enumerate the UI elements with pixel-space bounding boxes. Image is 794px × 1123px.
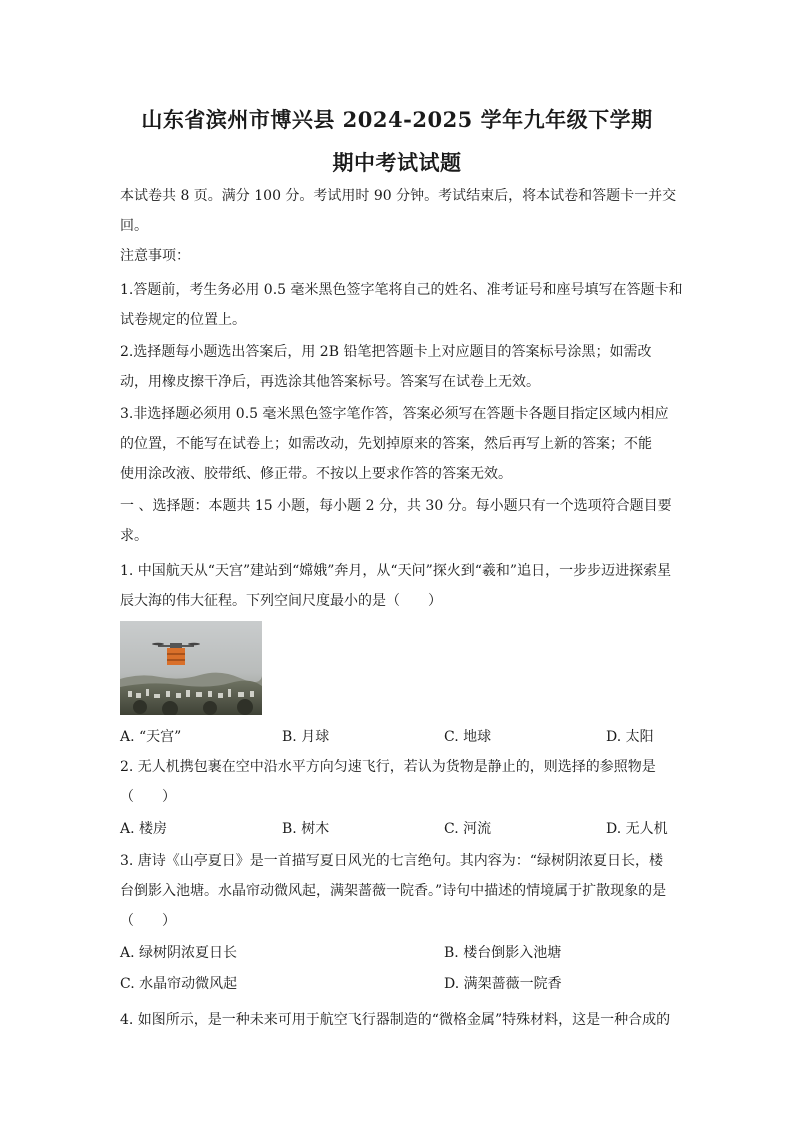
drone-photo: [120, 621, 262, 715]
question-1-stem: 辰大海的伟大征程。下列空间尺度最小的是（ ）: [120, 593, 442, 609]
question-2-stem: 2. 无人机携包裹在空中沿水平方向匀速飞行，若认为货物是静止的，则选择的参照物是: [120, 759, 656, 775]
question-1-stem: 1. 中国航天从“天宫”建站到“嫦娥”奔月，从“天问”探火到“羲和”追日，一步步迈进探索星: [120, 563, 672, 579]
section-heading: 求。: [120, 528, 148, 544]
question-3-stem: （ ）: [120, 913, 176, 929]
q3-option-d[interactable]: D. 满架蔷薇一院香: [444, 976, 562, 992]
q2-option-a[interactable]: A. 楼房: [120, 821, 168, 837]
q2-option-b[interactable]: B. 树木: [282, 821, 330, 837]
intro-text: 本试卷共 8 页。满分 100 分。考试用时 90 分钟。考试结束后，将本试卷和答题卡一并交: [120, 188, 677, 204]
note-item: 使用涂改液、胶带纸、修正带。不按以上要求作答的答案无效。: [120, 466, 512, 482]
note-item: 2.选择题每小题选出答案后，用 2B 铅笔把答题卡上对应题目的答案标号涂黑；如需改: [120, 344, 652, 360]
q1-option-b[interactable]: B. 月球: [282, 729, 330, 745]
q3-option-c[interactable]: C. 水晶帘动微风起: [120, 976, 238, 992]
question-3-stem: 3. 唐诗《山亭夏日》是一首描写夏日风光的七言绝句。其内容为：“绿树阴浓夏日长，楼: [120, 853, 663, 869]
q1-option-c[interactable]: C. 地球: [444, 729, 492, 745]
q3-option-b[interactable]: B. 楼台倒影入池塘: [444, 945, 562, 961]
q1-option-a[interactable]: A. “天宫”: [120, 729, 182, 745]
section-heading: 一 、选择题：本题共 15 小题，每小题 2 分，共 30 分。每小题只有一个选项符合题目要: [120, 498, 672, 514]
question-4-stem: 4. 如图所示，是一种未来可用于航空飞行器制造的“微格金属”特殊材料，这是一种合成的: [120, 1012, 671, 1028]
note-item: 试卷规定的位置上。: [120, 312, 246, 328]
note-item: 3.非选择题必须用 0.5 毫米黑色签字笔作答，答案必须写在答题卡各题目指定区域内相应: [120, 406, 669, 422]
note-item: 的位置，不能写在试卷上；如需改动，先划掉原来的答案，然后再写上新的答案；不能: [120, 436, 652, 452]
q1-option-d[interactable]: D. 太阳: [606, 729, 654, 745]
question-2-stem: （ ）: [120, 789, 176, 805]
note-item: 1.答题前，考生务必用 0.5 毫米黑色签字笔将自己的姓名、准考证号和座号填写在答题卡和: [120, 282, 683, 298]
notes-heading: 注意事项：: [120, 248, 190, 264]
drone-over-city-image: [120, 621, 262, 715]
q2-option-d[interactable]: D. 无人机: [606, 821, 668, 837]
note-item: 动，用橡皮擦干净后，再选涂其他答案标号。答案写在试卷上无效。: [120, 374, 540, 390]
intro-text: 回。: [120, 218, 148, 234]
q3-option-a[interactable]: A. 绿树阴浓夏日长: [120, 945, 238, 961]
exam-title-line1: 山东省滨州市博兴县 2024-2025 学年九年级下学期: [141, 107, 653, 132]
q2-option-c[interactable]: C. 河流: [444, 821, 492, 837]
exam-title-line2: 期中考试试题: [332, 150, 462, 175]
question-3-stem: 台倒影入池塘。水晶帘动微风起，满架蔷薇一院香。”诗句中描述的情境属于扩散现象的是: [120, 883, 667, 899]
